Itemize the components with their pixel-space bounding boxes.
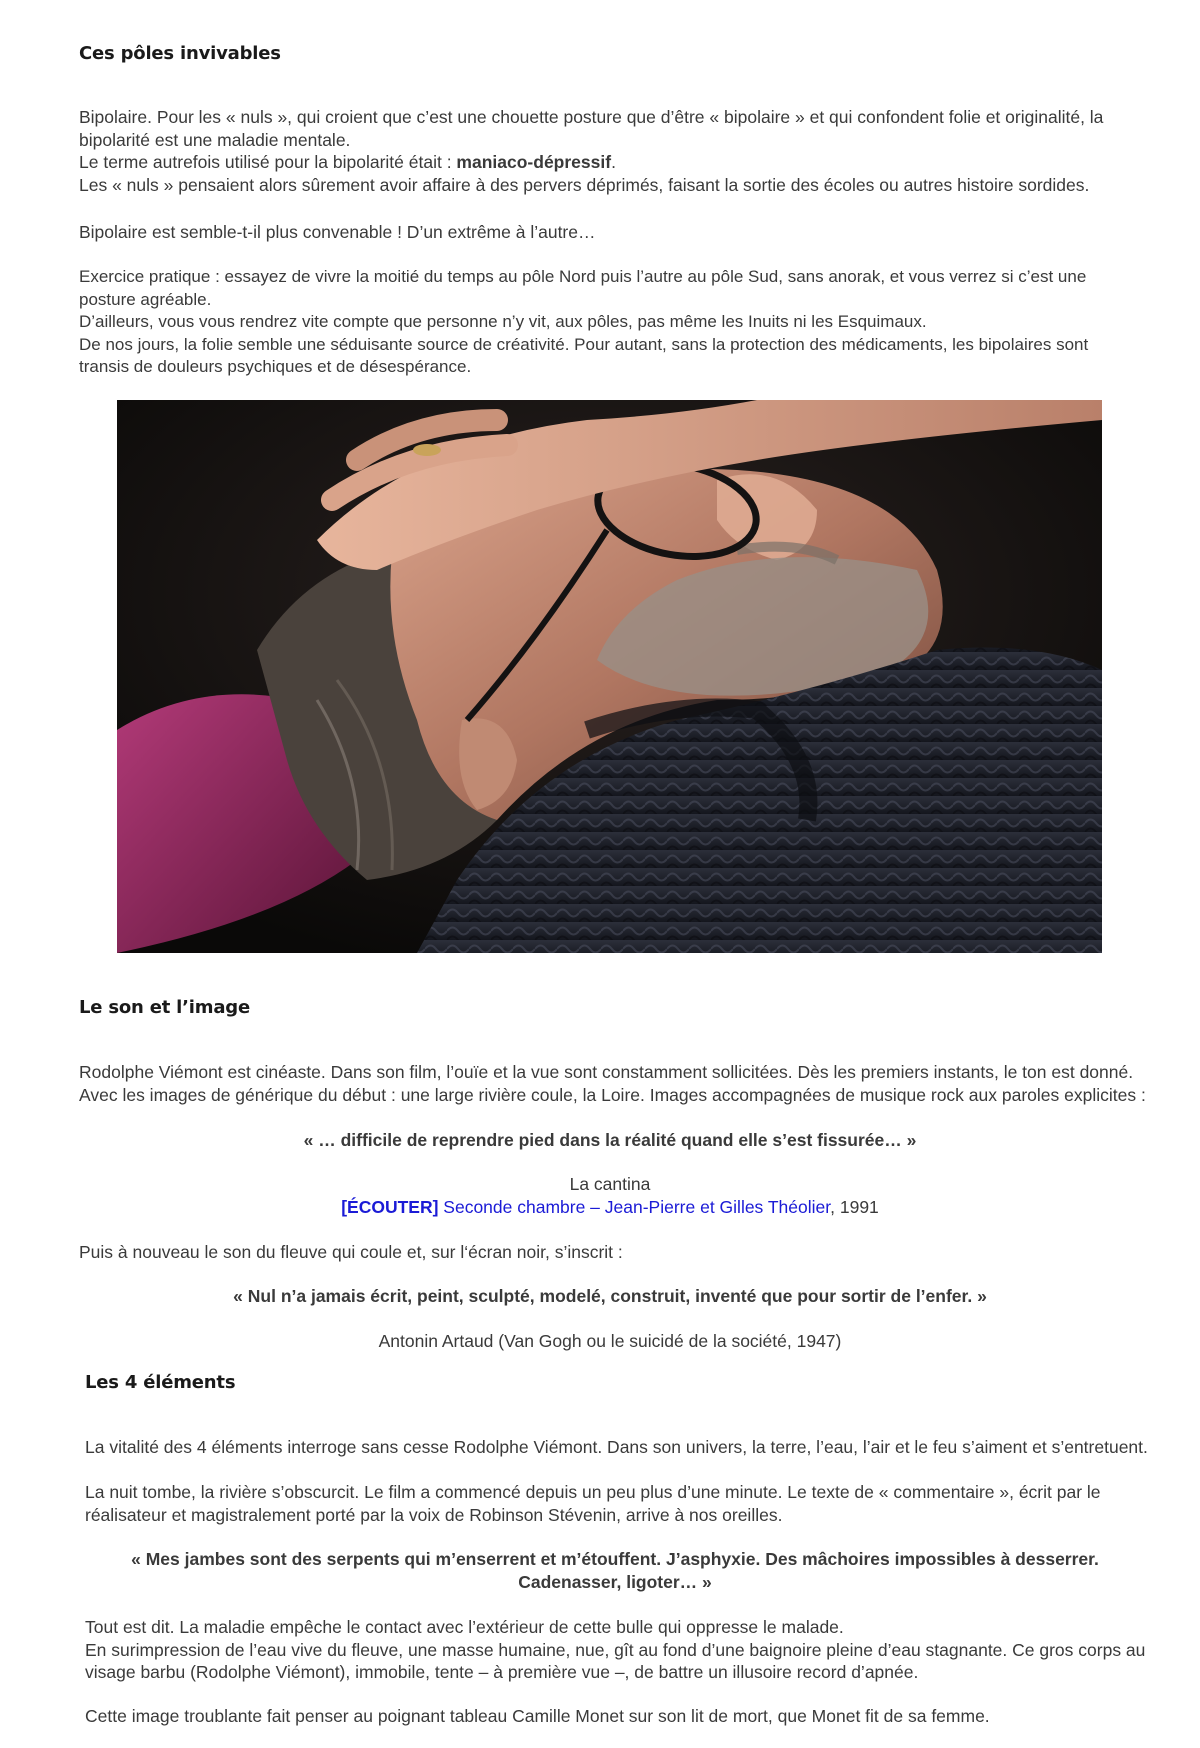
text-line: Exercice pratique : essayez de vivre la moitié du temps au pôle Nord puis l’autre au pôle Sud, sans anorak, et vous verrez si c’est une <box>79 267 1087 286</box>
intro-paragraph <box>79 106 1159 196</box>
quote-line: Cadenasser, ligoter… » <box>518 1571 712 1592</box>
band-name: La cantina <box>569 1174 651 1194</box>
text-line: transis de douleurs psychiques et de désespérance. <box>79 357 472 376</box>
listen-link[interactable]: [ÉCOUTER] <box>341 1196 439 1217</box>
text-line: Les « nuls » pensaient alors sûrement avoir affaire à des pervers déprimés, faisant la sortie des écoles ou autres histoire sordides. <box>79 174 1090 195</box>
text-line: réalisateur et magistralement porté par la voix de Robinson Stévenin, arrive à nos oreilles. <box>85 1504 783 1525</box>
text-line: La nuit tombe, la rivière s’obscurcit. Le film a commencé depuis un peu plus d’une minute. Le texte de « commentaire », écrit par le <box>85 1482 1101 1502</box>
song-year: , 1991 <box>830 1196 879 1217</box>
text-line: Bipolaire. Pour les « nuls », qui croient que c’est une chouette posture que d’être « bipolaire » et qui confondent folie et originalité, la <box>79 107 1104 127</box>
text-line: visage barbu (Rodolphe Viémont), immobile, tente – à première vue –, de battre un illusoire record d’apnée. <box>85 1662 919 1682</box>
song-quote: « … difficile de reprendre pied dans la réalité quand elle s’est fissurée… » <box>303 1130 917 1150</box>
film-still-photo <box>117 400 1102 953</box>
text-line: D’ailleurs, vous vous rendrez vite compte que personne n’y vit, aux pôles, pas même les Inuits ni les Esquimaux. <box>79 312 927 331</box>
text-line: Tout est dit. La maladie empêche le contact avec l’extérieur de cette bulle qui oppresse le malade. <box>85 1617 844 1637</box>
text-line: De nos jours, la folie semble une séduisante source de créativité. Pour autant, sans la protection des médicaments, les bipolaires sont <box>79 334 1089 354</box>
exercise-paragraph <box>79 266 1159 379</box>
wedding-ring <box>413 444 441 456</box>
river-paragraph: Puis à nouveau le son du fleuve qui coule et, sur l‘écran noir, s’inscrit : <box>79 1242 623 1262</box>
illness-paragraph <box>85 1616 1165 1684</box>
quote-line: « Mes jambes sont des serpents qui m’enserrent et m’étouffent. J’asphyxie. Des mâchoires impossibles à desserrer. <box>131 1549 1099 1569</box>
text-fragment: Le terme autrefois utilisé pour la bipolarité était : <box>79 152 457 172</box>
song-line <box>80 1196 1140 1219</box>
text-line: bipolarité est une maladie mentale. <box>79 129 351 150</box>
bipolar-paragraph: Bipolaire est semble-t-il plus convenable ! D’un extrême à l’autre… <box>79 222 596 242</box>
text-fragment: . <box>611 152 616 172</box>
text-line: En surimpression de l’eau vive du fleuve, une masse humaine, nue, gît au fond d’une baignoire pleine d’eau stagnante. Ce gros corps au <box>85 1639 1146 1660</box>
filmmaker-paragraph <box>79 1061 1159 1106</box>
monet-paragraph: Cette image troublante fait penser au poignant tableau Camille Monet sur son lit de mort, que Monet fit de sa femme. <box>85 1706 990 1726</box>
photo-illustration <box>117 400 1102 953</box>
text-line: Avec les images de générique du début : une large rivière coule, la Loire. Images accompagnées de musique rock aux paroles explicites : <box>79 1084 1146 1105</box>
text-line: Rodolphe Viémont est cinéaste. Dans son film, l’ouïe et la vue sont constamment sollicitées. Dès les premiers instants, le ton est donné. <box>79 1062 1134 1082</box>
section-title-poles: Ces pôles invivables <box>79 43 281 64</box>
section-title-elements: Les 4 éléments <box>85 1372 236 1393</box>
artaud-credit: Antonin Artaud (Van Gogh ou le suicidé de la société, 1947) <box>378 1331 842 1351</box>
text-line: posture agréable. <box>79 289 212 309</box>
text-line <box>79 151 1159 174</box>
serpents-quote <box>85 1548 1145 1593</box>
artaud-quote: « Nul n’a jamais écrit, peint, sculpté, modelé, construit, inventé que pour sortir de l’enfer. » <box>233 1286 987 1306</box>
song-credit <box>80 1173 1140 1218</box>
bold-term: maniaco-dépressif <box>456 152 612 172</box>
elements-paragraph: La vitalité des 4 éléments interroge sans cesse Rodolphe Viémont. Dans son univers, la terre, l’eau, l’air et le feu s’aiment et s’entretuent. <box>85 1437 1148 1457</box>
section-title-sound-image: Le son et l’image <box>79 997 250 1018</box>
night-paragraph <box>85 1481 1165 1526</box>
song-link[interactable]: Seconde chambre – Jean-Pierre et Gilles Théolier <box>438 1196 831 1217</box>
